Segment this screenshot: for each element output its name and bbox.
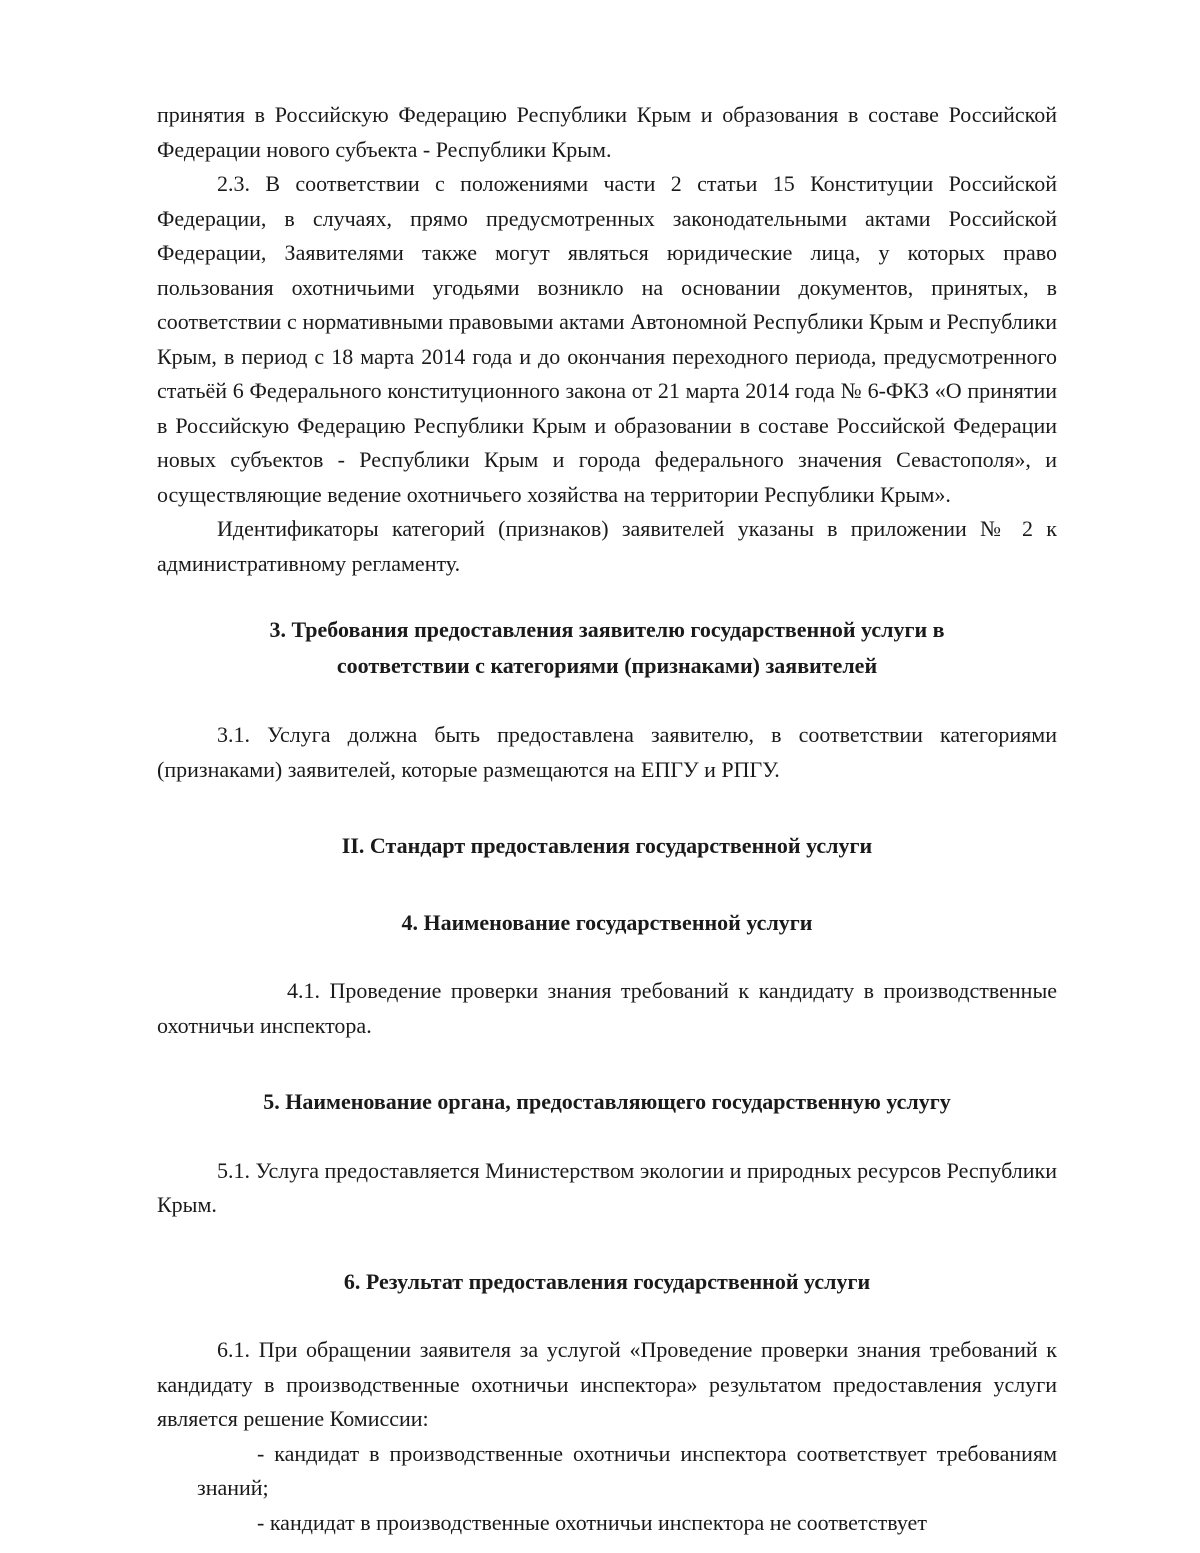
section-3-heading-line1: 3. Требования предоставления заявителю государственной услуги в bbox=[269, 617, 945, 642]
paragraph-6-1: 6.1. При обращении заявителя за услугой «Проведение проверки знания требований к кандидату в производственные охотничьи инспектора» результатом предоставления услуги является решение Комиссии: bbox=[157, 1337, 1057, 1431]
document-page bbox=[157, 98, 1057, 1540]
section-6-heading: 6. Результат предоставления государственной услуги bbox=[343, 1268, 871, 1294]
paragraph-5-1: 5.1. Услуга предоставляется Министерством экологии и природных ресурсов Республики Крым. bbox=[157, 1157, 1057, 1217]
section-3-heading bbox=[157, 612, 1057, 684]
paragraph-identifiers: Идентификаторы категорий (признаков) заявителей указаны в приложении № 2 к административному регламенту. bbox=[157, 516, 1057, 576]
list-item-1: - кандидат в производственные охотничьи инспектора соответствует требованиям знаний; bbox=[197, 1440, 1057, 1500]
paragraph-4-1: 4.1. Проведение проверки знания требований к кандидату в производственные охотничьи инспектора. bbox=[157, 978, 1057, 1038]
section-4-heading: 4. Наименование государственной услуги bbox=[401, 909, 813, 935]
chapter-II-heading: II. Стандарт предоставления государственной услуги bbox=[341, 833, 873, 858]
section-5-heading: 5. Наименование органа, предоставляющего государственную услугу bbox=[263, 1089, 951, 1114]
paragraph-3-1: 3.1. Услуга должна быть предоставлена заявителю, в соответствии категориями (признаками) заявителей, которые размещаются на ЕПГУ и РПГУ. bbox=[157, 722, 1057, 782]
list-item-2: - кандидат в производственные охотничьи инспектора не соответствует bbox=[257, 1509, 927, 1535]
paragraph-intro: принятия в Российскую Федерацию Республики Крым и образования в составе Российской Федерации нового субъекта - Республики Крым. bbox=[157, 102, 1057, 162]
section-3-heading-line2: соответствии с категориями (признаками) заявителей bbox=[336, 653, 878, 678]
paragraph-2-3: 2.3. В соответствии с положениями части 2 статьи 15 Конституции Российской Федерации, в случаях, прямо предусмотренных законодательными актами Российской Федерации, Заявителями также могут являться юридические лица, у которых право пользования охотничьими угодьями возникло на основании документов, принятых, в соответствии с нормативными правовыми актами Автономной Республики Крым и Республики Крым, в период с 18 марта 2014 года и до окончания переходного периода, предусмотренного статьёй 6 Федерального конституционного закона от 21 марта 2014 года № 6-ФКЗ «О принятии в Российскую Федерацию Республики Крым и образовании в составе Российской Федерации новых субъектов - Республики Крым и города федерального значения Севастополя», и осуществляющие ведение охотничьего хозяйства на территории Республики Крым». bbox=[157, 171, 1057, 507]
